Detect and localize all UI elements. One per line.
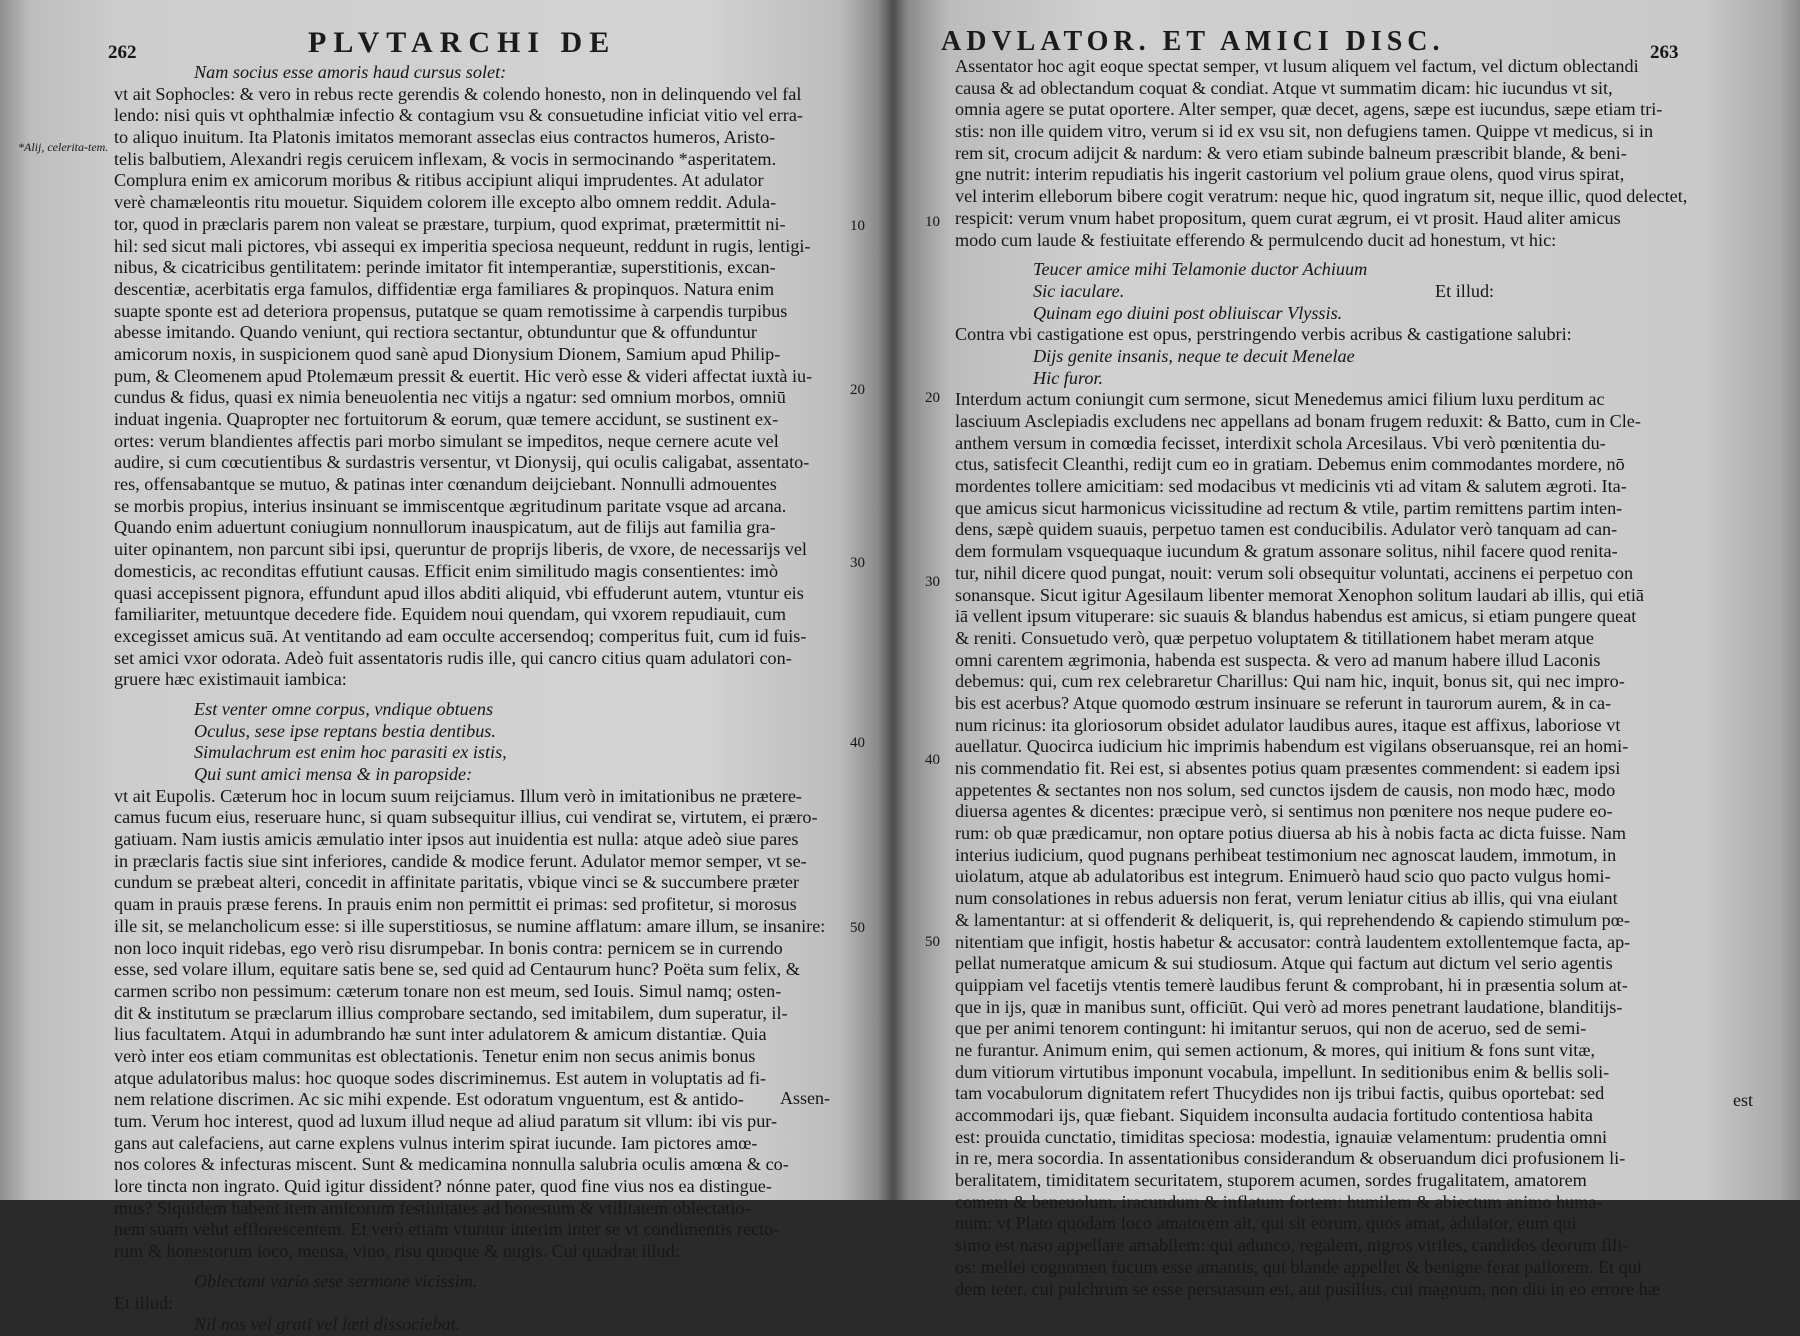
text-line: tam vocabulorum dignitatem refert Thucydides non ijs tribui factis, quibus oportebat: sed: [955, 1083, 1605, 1104]
text-line: causa & ad oblectandum coquat & condiat. Atque vt summatim dicam: hic iucundus vt sit,: [955, 77, 1613, 98]
text-line: nitentiam que infigit, hostis habetur & accusator: contrà laudentem extollentemque facta, ap-: [955, 931, 1631, 952]
text-line: anthem versum in comœdia fecisset, interdixit schola Arcesilaus. Vbi verò pœnitentia du-: [955, 432, 1606, 453]
text-line: que in ijs, quæ in manibus sunt, officiūt. Qui verò ad mores penetrant laudatione, blanditijs-: [955, 996, 1623, 1017]
text-line: modo cum laude & festiuitate efferendo & permulcendo ducit ad honestum, vt hic:: [955, 229, 1557, 250]
text-line: os: mellei cognomen fucum esse amantis, qui blande appellet & benigne ferat pallorem. Et qui: [955, 1256, 1642, 1277]
catchword-left: Assen-: [780, 1088, 830, 1108]
text-line: ne furantur. Animum enim, qui semen actionum, & mores, qui initium & fons sunt vitæ,: [955, 1039, 1596, 1060]
text-line: familiariter, metuuntque decedere fide. Equidem noui quendam, qui vxorem repudiauit, cum: [114, 604, 786, 625]
line-number: 30: [850, 555, 865, 571]
text-line: hil: sed sicut mali pictores, vbi assequi ex imperitia speciosa nequeunt, reddunt in rugis, lentigi-: [114, 235, 811, 256]
text-line: vt ait Sophocles: & vero in rebus recte gerendis & colendo honesto, non in delinquendo vel fal: [114, 83, 802, 104]
text-line: Complura enim ex amicorum moribus & ritibus accipiunt aliqui imprudentes. At adulator: [114, 170, 764, 191]
text-line: dit & institutum se præclarum illius comprobare sectando, sed imitabilem, dum superatur, il-: [114, 1002, 788, 1023]
text-line: ille sit, se melancholicum esse: si ille superstitiosus, se numine afflatum: amare illum, se insanire:: [114, 915, 826, 936]
text-line: gatiuam. Nam iustis amicis æmulatio inter ipsos aut inuidentia est nulla: atque adeò siue pares: [114, 829, 799, 850]
text-line: accommodari ijs, quæ fiebant. Siquidem inconsulta audacia fortitudo contentiosa habita: [955, 1105, 1593, 1125]
text-line: verò inter eos etiam communitas est oblectationis. Tenetur enim non secus animis bonus: [114, 1045, 756, 1066]
text-line: stis: non ille quidem vitro, verum si id ex vsu sit, non defugiens tamen. Quippe vt medicus, si in: [955, 121, 1654, 142]
text-line: res, offensabantque se mutuo, & patinas inter cœnandum deijciebant. Nonnulli admouentes: [114, 474, 777, 495]
text-line: omni carentem ægrimonia, habenda est suspecta. & vero ad manum habere illud Laconis: [955, 649, 1601, 670]
text-line: Interdum actum coniungit cum sermone, sicut Menedemus amici filium luxu perditum ac: [955, 389, 1605, 410]
right-body-text: [955, 56, 1760, 1300]
text-line: in re, mera socordia. In assentationibus considerandum & obseruandum dici profusionem li-: [955, 1148, 1626, 1169]
catchword-right: est: [1733, 1090, 1753, 1110]
text-line: num consolationes in rebus aduersis non ferat, verum leniatur citius ab illis, qui vna eiulant: [955, 888, 1618, 909]
text-line: simo est naso appellare amabilem: qui adunco, regalem, nigros viriles, candidos deorum fili-: [955, 1235, 1629, 1256]
text-line: lendo: nisi quis vt ophthalmiæ infectio & contagium vsu & consuetudine inficiat vitio vel erra-: [114, 105, 803, 126]
text-line: pellat numeratque amicum & sui studiosum. Atque qui factum aut dictum vel serio agentis: [955, 953, 1613, 974]
text-line: Nam socius esse amoris haud cursus solet:: [194, 62, 507, 82]
text-line: quam in prauis præse ferens. In prauis enim non permittit ei primas: sed profitetur, si morosus: [114, 894, 797, 915]
text-line: comem & beneuolum, iracundum & inflatum fortem: humilem & abiectum animo huma-: [955, 1191, 1603, 1212]
text-line: respicit: verum vnum habet propositum, quem curat ægrum, ei vt prosit. Haud aliter amicus: [955, 207, 1621, 228]
text-line: uiolatum, atque ab adulatoribus est integrum. Enimuerò haud scio quo pacto vulgus homi-: [955, 866, 1611, 887]
text-line: & reniti. Consuetudo verò, quæ perpetuo voluptatem & titillationem habet meram atque: [955, 627, 1594, 648]
text-line: domesticis, ac reconditas effutiunt causas. Efficit enim similitudo magis consentientes: imò: [114, 560, 779, 581]
text-line: atque adulatoribus malus: hoc quoque sodes discriminemus. Est autem in voluptatis ad fi-: [114, 1067, 767, 1088]
text-line: dem teter, cui pulchrum se esse persuasum est, aut pusillus, cui magnum, non diu in eo errore hæ: [955, 1278, 1660, 1299]
text-line: & lamentantur: at si offenderit & deliquerit, is, qui reprehendendo & capiendo stimulum pœ-: [955, 909, 1630, 930]
text-line: Et illud:: [1435, 280, 1495, 301]
text-line: interius iudicium, quod pugnans perhibeat testimonium nec agnoscat laudem, immotum, in: [955, 844, 1617, 865]
text-line: excegisset amicus suā. At ventitando ad eam occulte accersendoq; comperitus fuit, cum id fuis-: [114, 625, 807, 646]
text-line: cundus & fidus, quasi ex nimia beneuolentia nec vitijs a ngatur: sed omnium morbos, omniū: [114, 387, 786, 408]
line-number: 50: [925, 934, 940, 950]
text-line: dem formulam vsquequaque iucundum & gratum assonare solitus, nihil facere quod renita-: [955, 541, 1618, 562]
text-line: num: vt Plato quodam loco amatorem ait, qui sit eorum, quos amat, adulator, eum qui: [955, 1213, 1577, 1234]
text-line: suapte sponte est ad deteriora propensus, putatque se quam remotissime à carpendis turpibus: [114, 300, 788, 321]
verse-line: Simulachrum est enim hoc parasiti ex istis,: [194, 742, 507, 763]
text-line: quippiam vel facetijs vtentis temerè laudibus ferunt & comprobant, hi in præsentia solum at-: [955, 974, 1628, 995]
text-line: vel interim elleborum bibere cogit veratrum: neque hic, quod ingratum sit, neque illic, quod delectet,: [955, 186, 1688, 207]
text-line: quasi accepissent pignora, effundunt apud illos abditi aliquid, vbi effuderunt autem, vtuntur eis: [114, 582, 804, 603]
text-line: vt ait Eupolis. Cæterum hoc in locum suum reijciamus. Illum verò in imitationibus ne prætere-: [114, 785, 802, 806]
text-line: set amici vxor odorata. Adeò fuit assentatoris rudis ille, qui cancro citius quam adulatori con-: [114, 647, 792, 668]
text-line: beralitatem, timiditatem securitatem, stuporem acumen, sordes frugalitatem, amatorem: [955, 1170, 1587, 1191]
text-line: nis commendatio fit. Rei est, si absentes potius quam præsentes commendent: si eadem ipsi: [955, 758, 1621, 778]
text-line: telis balbutiem, Alexandri regis ceruicem inflexam, & vocis in sermocinando *asperitatem.: [114, 148, 777, 169]
right-page: [905, 0, 1800, 1299]
text-line: camus fucum eius, reseruare hunc, si quam subsequitur illius, cui vendirat se, virtutem, ei præro-: [114, 807, 818, 828]
line-number: 10: [850, 218, 865, 234]
text-line: ctus, satisfecit Cleanthi, redijt cum eo in gratiam. Debemus enim commodantes mordere, nō: [955, 454, 1625, 475]
text-line: iā vellent ipsum vituperare: sic suauis & blandus habendus est amicus, si etiam pungere queat: [955, 606, 1637, 627]
text-line: amicorum noxis, in suspicionem quod sanè apud Dionysium Dionem, Samium apud Philip-: [114, 343, 781, 364]
verse-line: Sic iaculare.: [1033, 280, 1125, 301]
text-line: auellatur. Quocirca iudicium hic imprimis habendum est vigilans obseruansque, rei an homi-: [955, 736, 1629, 757]
text-line: carmen scribo non pessimum: cæterum tonare non est meum, sed Iouis. Simul namq; osten-: [114, 980, 782, 1001]
text-line: esse, sed volare illum, equitare satis bene se, sed quid ad Centaurum hunc? Poëta sum felix, &: [114, 959, 800, 980]
text-line: non loco inquit ridebas, ego verò risu disrumpebar. In bonis contra: pernicem se in currendo: [114, 937, 783, 958]
text-line: appetentes & sectantes non nos solum, sed cunctos ijsdem de causis, non modo hæc, modo: [955, 779, 1616, 800]
text-line: nibus, & cicatricibus gentilitatem: perinde imitator fit intemperantiæ, superstitionis, excan-: [114, 257, 776, 278]
verse-line: Teucer amice mihi Telamonie ductor Achiuum: [1033, 259, 1368, 280]
text-line: in præclaris factis siue sint inferiores, candide & modice ferunt. Adulator memor semper, vt se-: [114, 850, 807, 871]
text-line: lasciuum Asclepiadis excludens nec appellans ad bonam frugem reduxit: & Batto, cum in Cle-: [955, 411, 1641, 431]
text-line: lore tincta non ingrato. Quid igitur dissident? nónne pater, quod fine vius nos ea distingue-: [114, 1176, 772, 1197]
text-line: rum & honestorum ioco, mensa, vino, risu quoque & nugis. Cui quadrat illud:: [114, 1241, 680, 1262]
verse-line: Est venter omne corpus, vndique obtuens: [194, 698, 494, 719]
text-line: Quando enim aduertunt coniugium nonnullorum inauspicatum, aut de filijs aut familia gra-: [114, 517, 776, 538]
verse-line: Hic furor.: [1033, 367, 1104, 388]
left-page: [0, 0, 890, 1335]
text-line: lius facultatem. Atqui in adumbrando hæ sunt inter adulatorem & amicum distantiæ. Quia: [114, 1024, 767, 1045]
line-number: 10: [925, 214, 940, 230]
left-body-text: [114, 62, 846, 1336]
text-line: uiter opinantem, non parcunt sibi ipsi, queruntur de proprijs liberis, de vxore, de necessarijs vel: [114, 539, 807, 560]
text-line: descentiæ, acerbitatis erga famulos, diffidentiæ erga familiares & propinquos. Natura enim: [114, 278, 775, 299]
verse-line: Oculus, sese ipse reptans bestia dentibus.: [194, 720, 496, 741]
text-line: dens, sæpè quidem suauis, perpetuo tamen est conducibilis. Adulator verò tanquam ad can-: [955, 519, 1618, 540]
running-head-right: ADVLATOR. ET AMICI DISC.: [941, 26, 1445, 57]
line-number: 50: [850, 920, 865, 936]
text-line: mordentes tollere amicitiam: sed modacibus vt medicinis vti ad vitam & salutem ægroti. Ita-: [955, 476, 1627, 497]
line-number: 20: [925, 390, 940, 406]
text-line: Assentator hoc agit eoque spectat semper, vt lusum aliquem vel factum, vel dictum oblectandi: [955, 56, 1639, 76]
text-line: verè chamæleontis ritu mouetur. Siquidem colorem ille excepto albo omnem reddit. Adula-: [114, 192, 777, 213]
text-line: Et illud:: [114, 1292, 174, 1313]
verse-line: Qui sunt amici mensa & in paropside:: [194, 764, 473, 784]
text-line: diuersa agentes & dicentes: præcipue verò, si sentimus non pœnitere nos neque pudere eo-: [955, 801, 1613, 822]
text-line: rem sit, crocum adijcit & nardum: & vero etiam subinde balneum præscribit blande, & beni-: [955, 142, 1627, 163]
line-number: 40: [925, 752, 940, 768]
line-number: 30: [925, 574, 940, 590]
text-line: omnia agere se putat oportere. Alter semper, quæ decet, agens, sæpe est iucundus, sæpe etiam tri-: [955, 99, 1663, 120]
text-line: num ricinus: ita gloriosorum obsidet adulator laudibus aures, itaque est affixus, laboriose vt: [955, 714, 1621, 735]
text-line: cundum se præbeat alteri, concedit in affinitate paritatis, vbique vinci se & succumbere præter: [114, 872, 800, 893]
page-number-right: 263: [1650, 42, 1679, 63]
text-line: dum vitiorum virtutibus imponunt vocabula, impellunt. In seditionibus enim & bellis soli-: [955, 1061, 1610, 1082]
text-line: mus? Siquidem habent item amicorum festiuitates ad honestum & vtilitatem oblectatio-: [114, 1197, 751, 1218]
text-line: induat ingenia. Quapropter nec fortuitorum & eorum, quæ temere accidunt, se sustinent ex-: [114, 409, 779, 429]
page-number-left: 262: [108, 42, 137, 63]
text-line: to aliquo inuitum. Ita Platonis imitatos memorant asseclas eius contractos humeros, Aristo-: [114, 127, 776, 148]
margin-note: *Alij, celerita-tem.: [18, 140, 109, 154]
text-line: audire, si cum cœcutientibus & surdastris versentur, vt Dionysij, qui oculis caligabat, assentato-: [114, 452, 810, 473]
text-line: nem suam velut efflorescentem. Et verò etiam vtuntur interim inter se vt condimentis recto-: [114, 1219, 780, 1240]
text-line: nem relatione discrimen. Ac sic mihi expende. Est odoratum vnguentum, est & antido-: [114, 1089, 744, 1110]
text-line: abesse imitando. Quando veniunt, qui rectiora sectantur, obtunduntur que & offunduntur: [114, 322, 757, 343]
text-line: gne nutrit: interim repudiatis his ingerit castorium vel polium graue olens, quod virus spirat,: [955, 164, 1625, 185]
running-head-left: PLVTARCHI DE: [308, 26, 617, 59]
text-line: est: prouida cunctatio, timiditas speciosa: modestia, ignauiæ velamentum: prudentia omni: [955, 1126, 1608, 1147]
text-line: que per animi tenorem contingunt: hi imitantur seruos, qui non de aceruo, sed de semi-: [955, 1018, 1587, 1039]
text-line: debemus: qui, cum rex celebraretur Charillus: Qui nam hic, inquit, bonus sit, qui nec impro-: [955, 671, 1625, 692]
text-line: nos colores & infecturas miscent. Sunt & medicamina nonnulla salubria oculis amœna & co-: [114, 1154, 789, 1175]
text-line: sonansque. Sicut igitur Agesilaum libenter memorat Xenophon solitum laudari ab illis, qui etiā: [955, 584, 1644, 605]
verse-line: Dijs genite insanis, neque te decuit Menelae: [1033, 345, 1355, 366]
text-line: Contra vbi castigatione est opus, perstringendo verbis acribus & castigatione salubri:: [955, 324, 1572, 345]
verse-line: Quinam ego diuini post obliuiscar Vlyssis.: [1033, 302, 1343, 323]
text-line: pum, & Cleomenem apud Ptolemæum pressit & euertit. Hic verò esse & videri affectat iuxtà iu-: [114, 365, 813, 386]
line-number: 20: [850, 382, 865, 398]
text-line: bis est acerbus? Atque quomodo œstrum insinuare se referunt in taurorum aurem, & in ca-: [955, 692, 1612, 713]
text-line: gans aut calefaciens, aut carne explens vulnus interim spirat iucunde. Iam pictores amœ-: [114, 1132, 758, 1153]
text-line: tor, quod in præclaris parem non valeat se præstare, turpium, quod exprimat, prætermittit ni-: [114, 213, 786, 234]
text-line: que amicus sicut harmonicus vicissitudine ad rectum & vtile, partim remittens partim inten-: [955, 497, 1623, 518]
verse-line: Nil nos vel grati vel læti dissociebat.: [194, 1314, 461, 1335]
text-line: rum: ob quæ prædicamur, non optare potius diuersa ab his à nobis facta ac dicta fuisse. Nam: [955, 823, 1627, 844]
text-line: ortes: verum blandientes affectis pari morbo simulant se impeditos, neque cernere acute vel: [114, 430, 779, 451]
text-line: tur, nihil dicere quod pungat, nouit: verum soli obsequitur voluntati, accinens ei perpetuo con: [955, 562, 1634, 583]
text-line: se morbis propius, interius insinuant se immiscentque ægritudinum paritate vsque ad arcana.: [114, 495, 787, 516]
verse-line: Oblectant vario sese sermone vicissim.: [194, 1270, 478, 1291]
text-line: gruere hæc existimauit iambica:: [114, 669, 347, 690]
text-line: tum. Verum hoc interest, quod ad luxum illud neque ad aliud paratum sit vllum: ibi vis pur-: [114, 1111, 778, 1131]
line-number: 40: [850, 735, 865, 751]
